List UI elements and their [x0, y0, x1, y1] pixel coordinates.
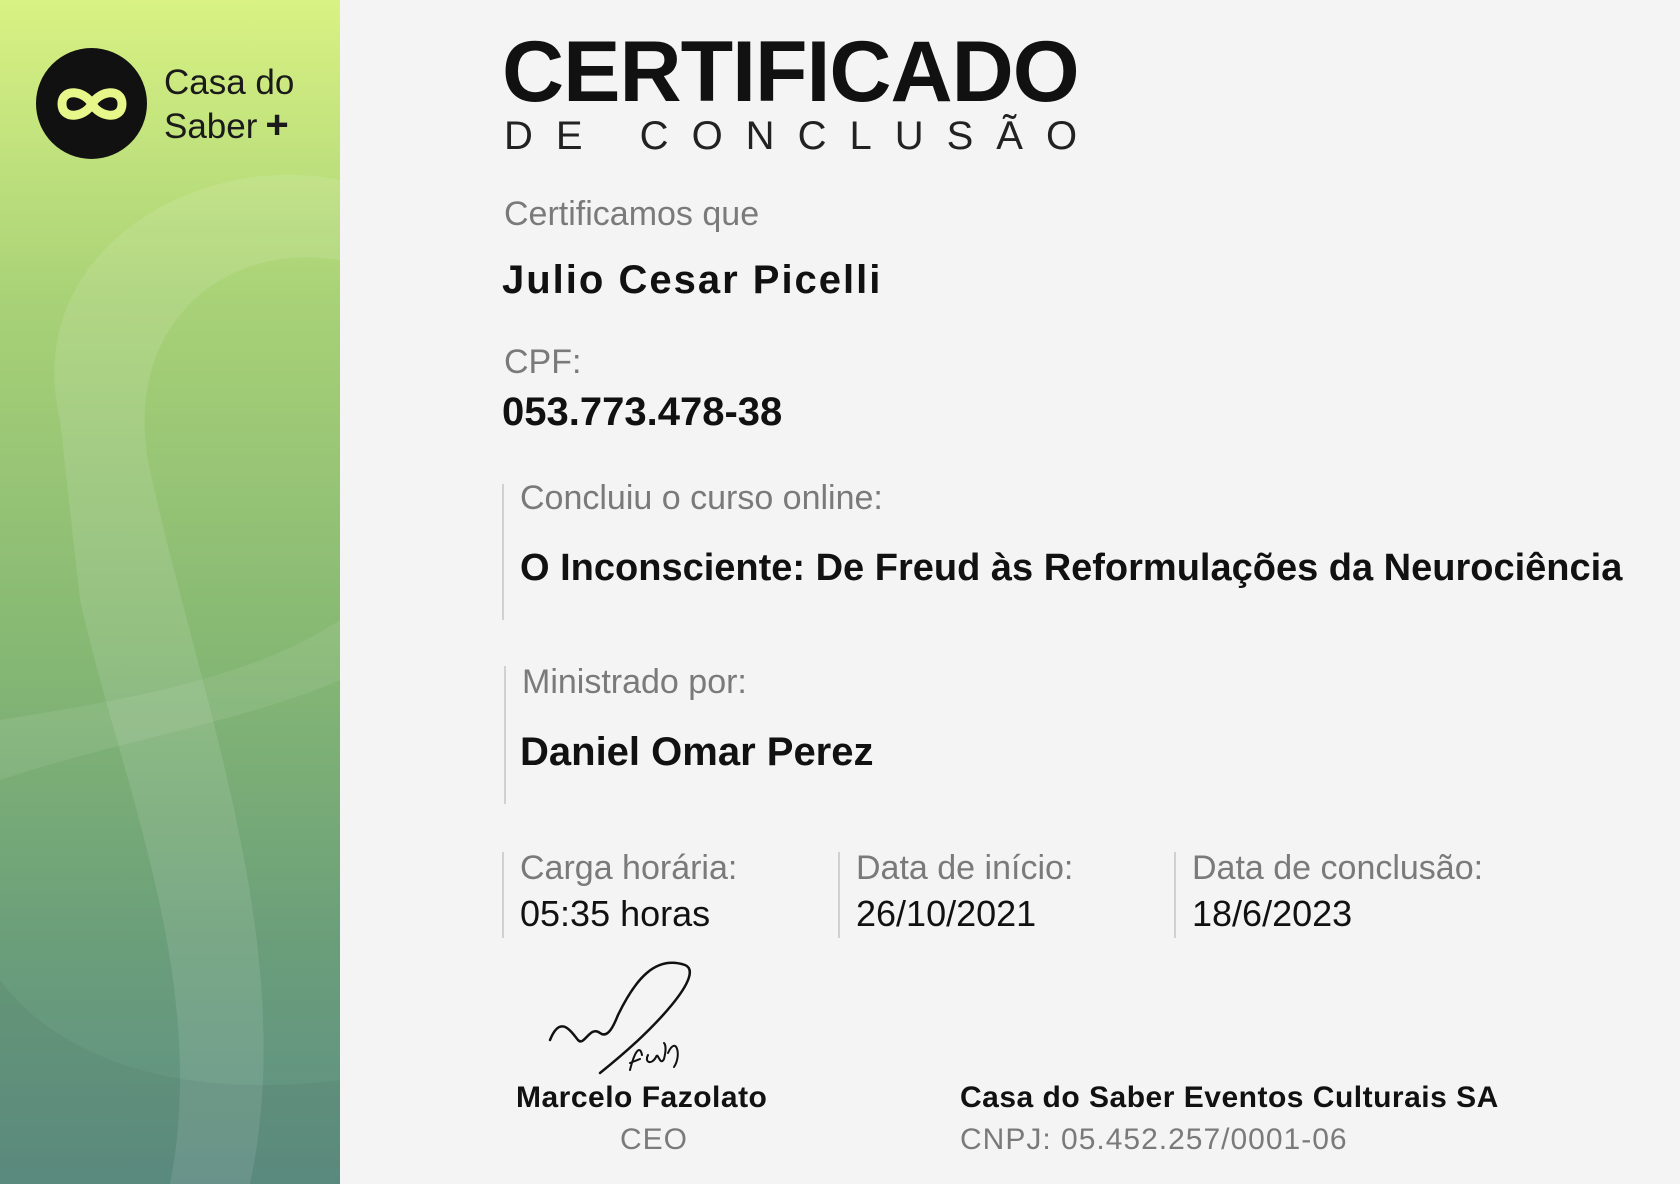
certificate-subtitle: DE CONCLUSÃO — [504, 114, 1101, 158]
signature-image — [540, 955, 700, 1080]
company-cnpj: CNPJ: 05.452.257/0001-06 — [960, 1123, 1348, 1156]
plus-icon: + — [265, 103, 289, 147]
completion-date-value: 18/6/2023 — [1192, 893, 1353, 934]
company-name: Casa do Saber Eventos Culturais SA — [960, 1081, 1499, 1114]
instructor-label: Ministrado por: — [522, 663, 747, 701]
detail-divider-2 — [838, 852, 840, 938]
workload-value: 05:35 horas — [520, 893, 711, 934]
course-label: Concluiu o curso online: — [520, 479, 883, 517]
recipient-name: Julio Cesar Picelli — [502, 258, 883, 302]
signatory-role: CEO — [620, 1123, 689, 1156]
logo-line-2 — [164, 104, 294, 148]
logo-line-1: Casa do — [164, 63, 295, 102]
workload-label: Carga horária: — [520, 849, 738, 887]
signatory-name: Marcelo Fazolato — [516, 1081, 768, 1114]
instructor-name: Daniel Omar Perez — [520, 730, 874, 774]
sidebar-decoration — [0, 0, 340, 1184]
swirl-decoration — [0, 0, 340, 1184]
course-divider — [502, 484, 504, 620]
infinity-icon — [54, 84, 130, 124]
intro-label: Certificamos que — [504, 195, 760, 233]
cpf-label: CPF: — [504, 343, 582, 381]
completion-date-label: Data de conclusão: — [1192, 849, 1484, 887]
logo-saber: Saber — [164, 107, 258, 146]
detail-divider-1 — [502, 852, 504, 938]
detail-divider-3 — [1174, 852, 1176, 938]
logo-wordmark — [164, 62, 294, 148]
start-date-value: 26/10/2021 — [856, 893, 1037, 934]
cpf-value: 053.773.478-38 — [502, 390, 783, 434]
start-date-label: Data de início: — [856, 849, 1074, 887]
course-title: O Inconsciente: De Freud às Reformulações da Neurociência — [520, 547, 1623, 589]
certificate-title: CERTIFICADO — [502, 24, 1079, 120]
logo-mark — [36, 48, 147, 159]
instructor-divider — [504, 666, 506, 804]
